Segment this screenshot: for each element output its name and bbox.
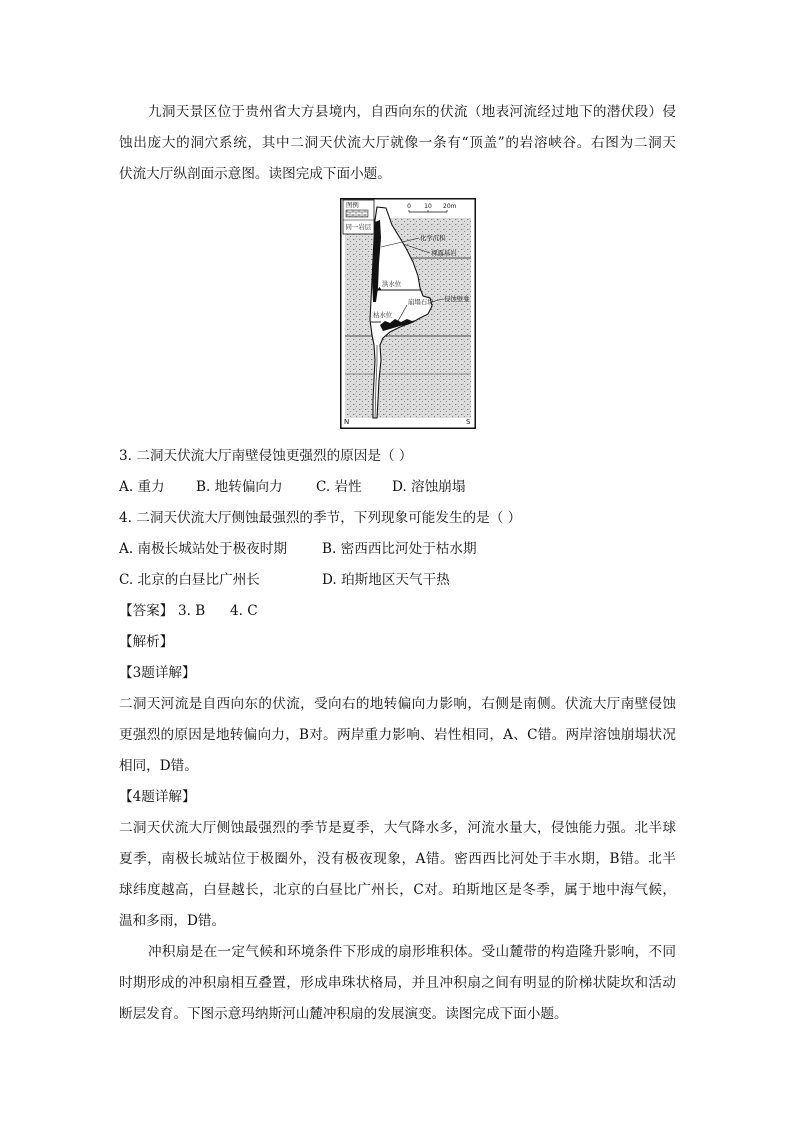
question-section [119, 441, 676, 1030]
label-north: N [344, 418, 350, 426]
question-3-stem: 3. 二洞天伏流大厅南壁侵蚀更强烈的原因是（ ） [119, 448, 413, 464]
intro-paragraph [119, 97, 676, 190]
legend-item-label: 同一岩层 [345, 223, 372, 231]
detail-3-line: 相同，D错。 [119, 758, 198, 774]
question-4-option-c: C. 北京的白昼比广州长 [119, 572, 260, 588]
cave-profile-diagram [340, 198, 476, 429]
next-intro-line: 时期形成的冲积扇相互叠置，形成串珠状格局，并且冲积扇之间有明显的阶梯状陡坎和活动 [119, 975, 676, 991]
analysis-heading: 【解析】 [119, 634, 174, 650]
label-bare-bedrock: 裸露基岩 [431, 249, 457, 257]
label-south: S [466, 418, 471, 426]
scale-end: 20m [443, 203, 457, 210]
legend-rock-swatch [346, 210, 368, 217]
detail-4-line: 球纬度越高，白昼越长，北京的白昼比广州长，C对。珀斯地区是冬季，属于地中海气候， [119, 882, 676, 898]
question-3-option-c: C. 岩性 [316, 479, 362, 495]
detail-4-line: 温和多雨，D错。 [119, 913, 226, 929]
next-intro-line: 冲积扇是在一定气候和环境条件下形成的扇形堆积体。受山麓带的构造隆升影响，不同 [148, 944, 676, 960]
answer-item: 3. B [178, 603, 206, 619]
label-flood-level: 洪水位 [382, 280, 402, 288]
question-3-options [119, 472, 676, 503]
label-low-water-level: 枯水位 [373, 311, 393, 319]
question-4-option-b: B. 密西西比河处于枯水期 [322, 541, 477, 557]
question-3-option-a: A. 重力 [119, 479, 165, 495]
question-3-option-b: B. 地转偏向力 [196, 479, 283, 495]
scale-mid: 10 [424, 203, 432, 210]
detail-3-heading: 【3题详解】 [119, 665, 196, 681]
detail-3-line: 更强烈的原因是地转偏向力，B对。两岸重力影响、岩性相同，A、C错。两岸溶蚀崩塌状况 [119, 727, 676, 743]
detail-4-line: 二洞天伏流大厅侧蚀最强烈的季节是夏季，大气降水多，河流水量大，侵蚀能力强。北半球 [119, 820, 676, 836]
question-4-options-row [119, 565, 676, 596]
detail-4-heading: 【4题详解】 [119, 789, 196, 805]
detail-4-line: 夏季，南极长城站位于极圈外，没有极夜现象，A错。密西西比河处于丰水期，B错。北半 [119, 851, 676, 867]
answer-line [119, 596, 676, 627]
label-chemical-deposit: 化学沉积 [420, 234, 446, 242]
question-4-stem: 4. 二洞天伏流大厅侧蚀最强烈的季节，下列现象可能发生的是（ ） [119, 510, 522, 526]
question-4-options-row [119, 534, 676, 565]
intro-line: 蚀出庞大的洞穴系统，其中二洞天伏流大厅就像一条有“顶盖”的岩溶峡谷。右图为二洞天 [119, 135, 676, 151]
question-3-option-d: D. 溶蚀崩塌 [392, 479, 466, 495]
intro-line: 伏流大厅纵剖面示意图。读图完成下面小题。 [119, 166, 391, 182]
detail-3-line: 二洞天河流是自西向东的伏流，受向右的地转偏向力影响，右侧是南侧。伏流大厅南壁侵蚀 [119, 696, 676, 712]
label-collapse-rocks: 崩塌石块 [408, 298, 434, 306]
label-erosion-niche: 侵蚀壁龛 [444, 295, 470, 303]
answer-label: 【答案】 [119, 603, 174, 619]
intro-line: 九洞天景区位于贵州省大方县境内，自西向东的伏流（地表河流经过地下的潜伏段）侵 [148, 104, 676, 120]
question-4-option-a: A. 南极长城站处于极夜时期 [119, 541, 287, 557]
legend-title: 图例 [346, 201, 359, 209]
question-4-option-d: D. 珀斯地区天气干热 [322, 572, 450, 588]
next-intro-line: 断层发育。下图示意玛纳斯河山麓冲积扇的发展演变。读图完成下面小题。 [119, 1006, 568, 1022]
scale-zero: 0 [407, 203, 411, 210]
answer-item: 4. C [230, 603, 258, 619]
